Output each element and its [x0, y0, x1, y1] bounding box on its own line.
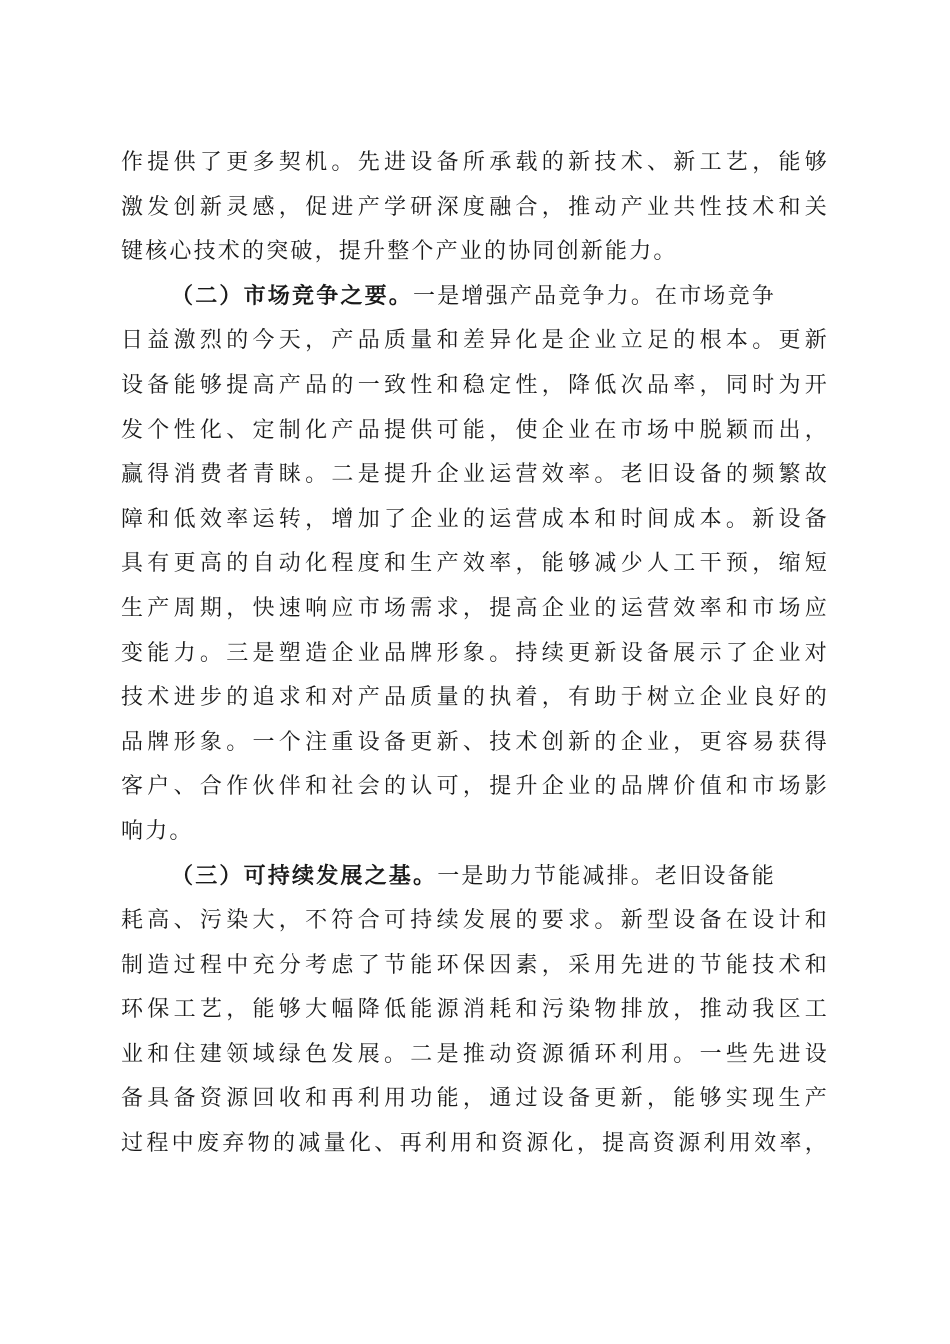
paragraph-line-rest: 一是助力节能减排。老旧设备能	[437, 863, 777, 889]
section-heading-market: （二）市场竞争之要。	[171, 283, 414, 309]
paragraph-line: 客户、合作伙伴和社会的认可，提升企业的品牌价值和市场影	[121, 774, 829, 800]
paragraph-sustainable-development	[121, 855, 829, 1167]
paragraph-line: 设备能够提高产品的一致性和稳定性，降低次品率，同时为开	[121, 372, 829, 398]
paragraph-line: 耗高、污染大，不符合可持续发展的要求。新型设备在设计和	[121, 908, 829, 934]
paragraph-first-line	[121, 855, 829, 900]
paragraph-line: 过程中废弃物的减量化、再利用和资源化，提高资源利用效率，	[121, 1131, 829, 1157]
paragraph-line: 品牌形象。一个注重设备更新、技术创新的企业，更容易获得	[121, 729, 829, 755]
paragraph-line: 发个性化、定制化产品提供可能，使企业在市场中脱颖而出，	[121, 417, 829, 443]
paragraph-line: 技术进步的追求和对产品质量的执着，有助于树立企业良好的	[121, 685, 829, 711]
paragraph-line: 备具备资源回收和再利用功能，通过设备更新，能够实现生产	[121, 1086, 829, 1112]
paragraph-line-rest: 一是增强产品竞争力。在市场竞争	[413, 283, 777, 309]
section-heading-sustainable: （三）可持续发展之基。	[171, 863, 438, 889]
paragraph-line: 制造过程中充分考虑了节能环保因素，采用先进的节能技术和	[121, 952, 829, 978]
paragraph-line: 键核心技术的突破，提升整个产业的协同创新能力。	[121, 239, 678, 265]
paragraph-market-competition	[121, 275, 829, 855]
paragraph-line: 环保工艺，能够大幅降低能源消耗和污染物排放，推动我区工	[121, 997, 829, 1023]
paragraph-first-line	[121, 275, 829, 320]
paragraph-line: 变能力。三是塑造企业品牌形象。持续更新设备展示了企业对	[121, 640, 829, 666]
paragraph-innovation-cont	[121, 141, 829, 275]
document-body	[121, 141, 829, 1167]
paragraph-line: 业和住建领域绿色发展。二是推动资源循环利用。一些先进设	[121, 1041, 829, 1067]
paragraph-line: 具有更高的自动化程度和生产效率，能够减少人工干预，缩短	[121, 551, 829, 577]
paragraph-line: 日益激烈的今天，产品质量和差异化是企业立足的根本。更新	[121, 328, 829, 354]
paragraph-line: 生产周期，快速响应市场需求，提高企业的运营效率和市场应	[121, 595, 829, 621]
paragraph-line: 激发创新灵感，促进产学研深度融合，推动产业共性技术和关	[121, 194, 829, 220]
paragraph-line: 响力。	[121, 818, 194, 844]
paragraph-line: 作提供了更多契机。先进设备所承载的新技术、新工艺，能够	[121, 150, 829, 175]
paragraph-line: 障和低效率运转，增加了企业的运营成本和时间成本。新设备	[121, 506, 829, 532]
paragraph-line: 赢得消费者青睐。二是提升企业运营效率。老旧设备的频繁故	[121, 462, 829, 488]
